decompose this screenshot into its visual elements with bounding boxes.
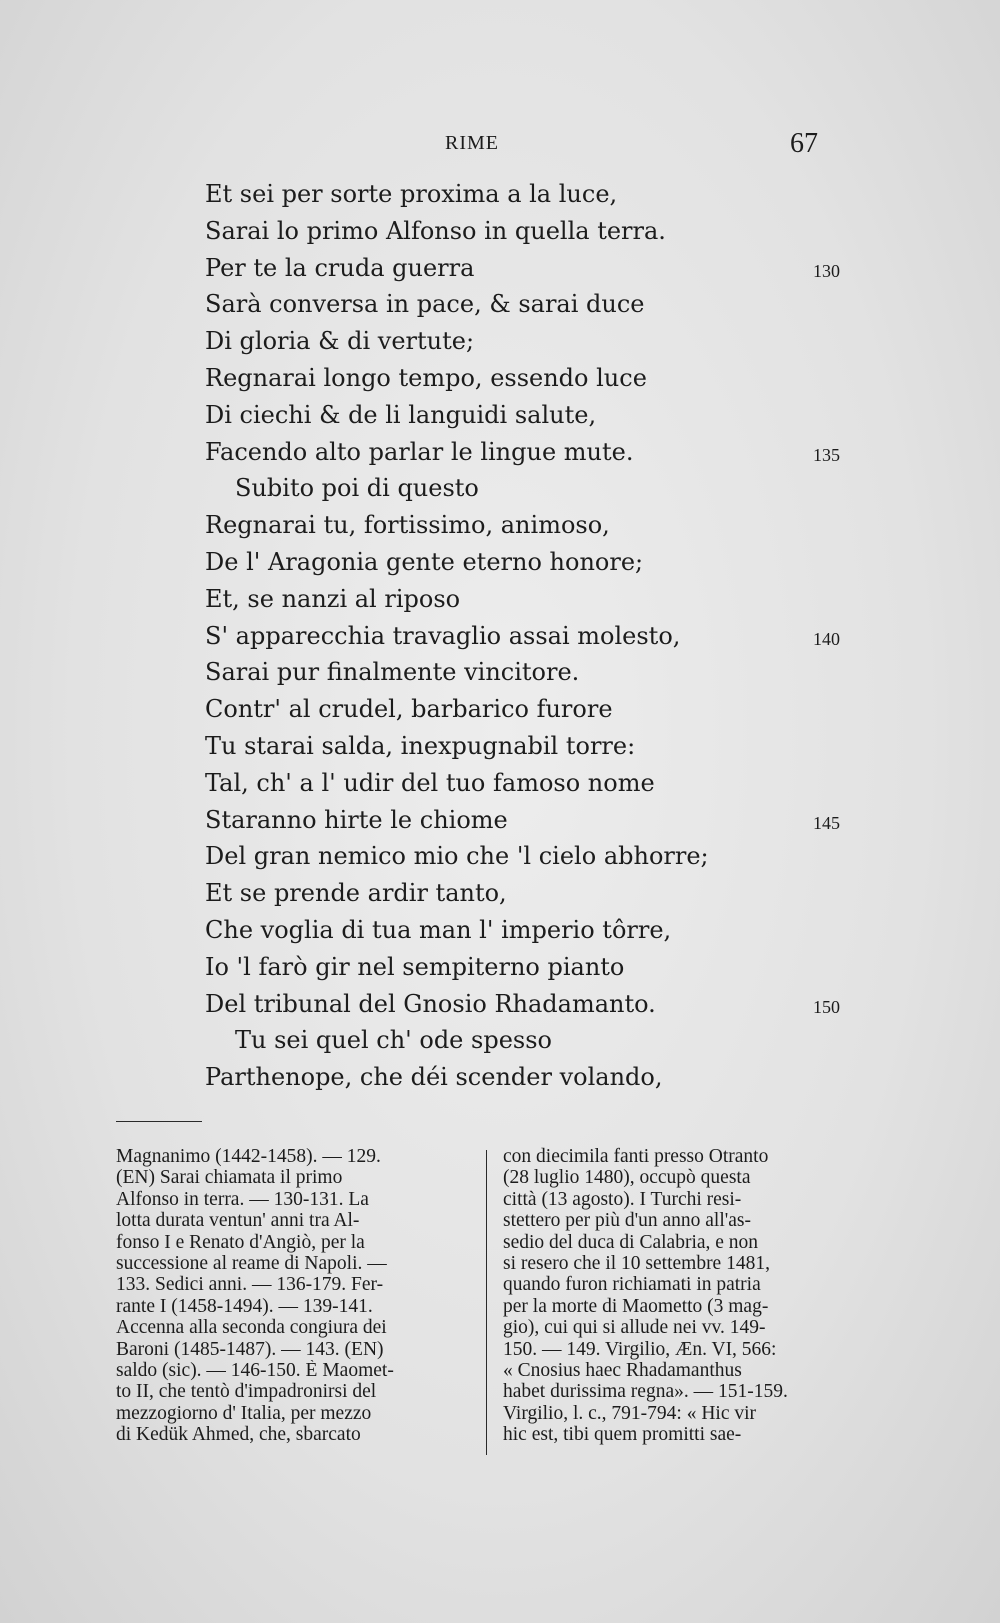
verse-line: Del tribunal del Gnosio Rhadamanto. [205, 989, 656, 1018]
footnote-line: Accenna alla seconda congiura dei [116, 1317, 387, 1339]
footnote-rule [116, 1121, 202, 1122]
verse-line: Facendo alto parlar le lingue mute. [205, 437, 634, 466]
footnote-line: Virgilio, l. c., 791-794: « Hic vir [503, 1402, 757, 1424]
verse-line: Tal, ch' a l' udir del tuo famoso nome [205, 768, 655, 797]
footnote-line: rante I (1458-1494). — 139-141. [116, 1295, 373, 1317]
verse-line: Che voglia di tua man l' imperio tôrre, [205, 915, 672, 944]
verse-line: Parthenope, che déi scender volando, [205, 1063, 663, 1092]
footnote-line: lotta durata ventun' anni tra Al- [116, 1210, 360, 1232]
footnote-line: to II, che tentò d'impadronirsi del [116, 1381, 377, 1403]
footnote-line: (EN) Sarai chiamata il primo [116, 1167, 343, 1189]
verse-line: Di ciechi & de li languidi salute, [205, 400, 597, 429]
verse-line: Contr' al crudel, barbarico furore [205, 695, 613, 724]
footnote-line: per la morte di Maometto (3 mag- [503, 1295, 769, 1317]
footnote-line: di Kedük Ahmed, che, sbarcato [116, 1424, 361, 1446]
verse-line: Et sei per sorte proxima a la luce, [205, 180, 618, 208]
verse-line: Di gloria & di vertute; [205, 327, 475, 356]
line-number: 145 [813, 812, 840, 833]
page-number: 67 [790, 128, 818, 159]
line-number: 150 [813, 996, 840, 1017]
verse-block [205, 176, 765, 1096]
footnote-line: sedio del duca di Calabria, e non [503, 1231, 759, 1253]
verse-line: Del gran nemico mio che 'l cielo abhorre; [205, 842, 709, 871]
line-number: 130 [813, 260, 840, 281]
verse-line: De l' Aragonia gente eterno honore; [205, 547, 644, 576]
footnote-line: mezzogiorno d' Italia, per mezzo [116, 1402, 372, 1424]
footnote-line: Magnanimo (1442-1458). — 129. [116, 1146, 381, 1167]
footnote-line: con diecimila fanti presso Otranto [503, 1146, 769, 1167]
footnote-line: fonso I e Renato d'Angiò, per la [116, 1231, 365, 1253]
footnote-line: quando furon richiamati in patria [503, 1274, 761, 1296]
verse-line: Et, se nanzi al riposo [205, 584, 461, 613]
footnote-line: hic est, tibi quem promitti sae- [503, 1424, 742, 1446]
verse-line: Regnarai longo tempo, essendo luce [205, 363, 647, 392]
verse-line: Regnarai tu, fortissimo, animoso, [205, 511, 610, 540]
verse-line: Per te la cruda guerra [205, 253, 475, 282]
verse-line: Io 'l farò gir nel sempiterno pianto [205, 952, 625, 981]
footnotes-right-column [503, 1146, 853, 1445]
line-number: 135 [813, 444, 840, 465]
verse-line: Et se prende ardir tanto, [205, 879, 507, 908]
footnote-line: 133. Sedici anni. — 136-179. Fer- [116, 1274, 384, 1296]
footnote-line: gio), cui qui si allude nei vv. 149- [503, 1317, 766, 1339]
verse-line: Staranno hirte le chiome [205, 805, 508, 834]
footnote-line: si resero che il 10 settembre 1481, [503, 1252, 770, 1274]
footnote-line: Alfonso in terra. — 130-131. La [116, 1188, 369, 1210]
footnote-line: 150. — 149. Virgilio, Æn. VI, 566: [503, 1338, 777, 1360]
footnote-line: habet durissima regna». — 151-159. [503, 1381, 788, 1403]
verse-line: Sarai lo primo Alfonso in quella terra. [205, 216, 666, 245]
line-number: 140 [813, 628, 840, 649]
footnote-line: « Cnosius haec Rhadamanthus [503, 1359, 742, 1381]
footnote-line: successione al reame di Napoli. — [116, 1252, 387, 1274]
footnote-line: Baroni (1485-1487). — 143. (EN) [116, 1338, 384, 1360]
verse-line: S' apparecchia travaglio assai molesto, [205, 621, 681, 650]
column-divider [486, 1150, 487, 1455]
verse-line: Subito poi di questo [235, 474, 479, 503]
running-head: RIME [445, 132, 499, 154]
verse-line: Tu starai salda, inexpugnabil torre: [205, 731, 636, 760]
footnote-line: città (13 agosto). I Turchi resi- [503, 1188, 742, 1210]
footnote-line: stettero per più d'un anno all'as- [503, 1210, 751, 1232]
verse-line: Sarà conversa in pace, & sarai duce [205, 290, 645, 319]
footnote-line: saldo (sic). — 146-150. È Maomet- [116, 1359, 394, 1381]
footnotes-left-column [116, 1146, 471, 1445]
footnote-line: (28 luglio 1480), occupò questa [503, 1167, 751, 1189]
verse-line: Tu sei quel ch' ode spesso [235, 1026, 552, 1055]
verse-line: Sarai pur finalmente vincitore. [205, 658, 580, 687]
